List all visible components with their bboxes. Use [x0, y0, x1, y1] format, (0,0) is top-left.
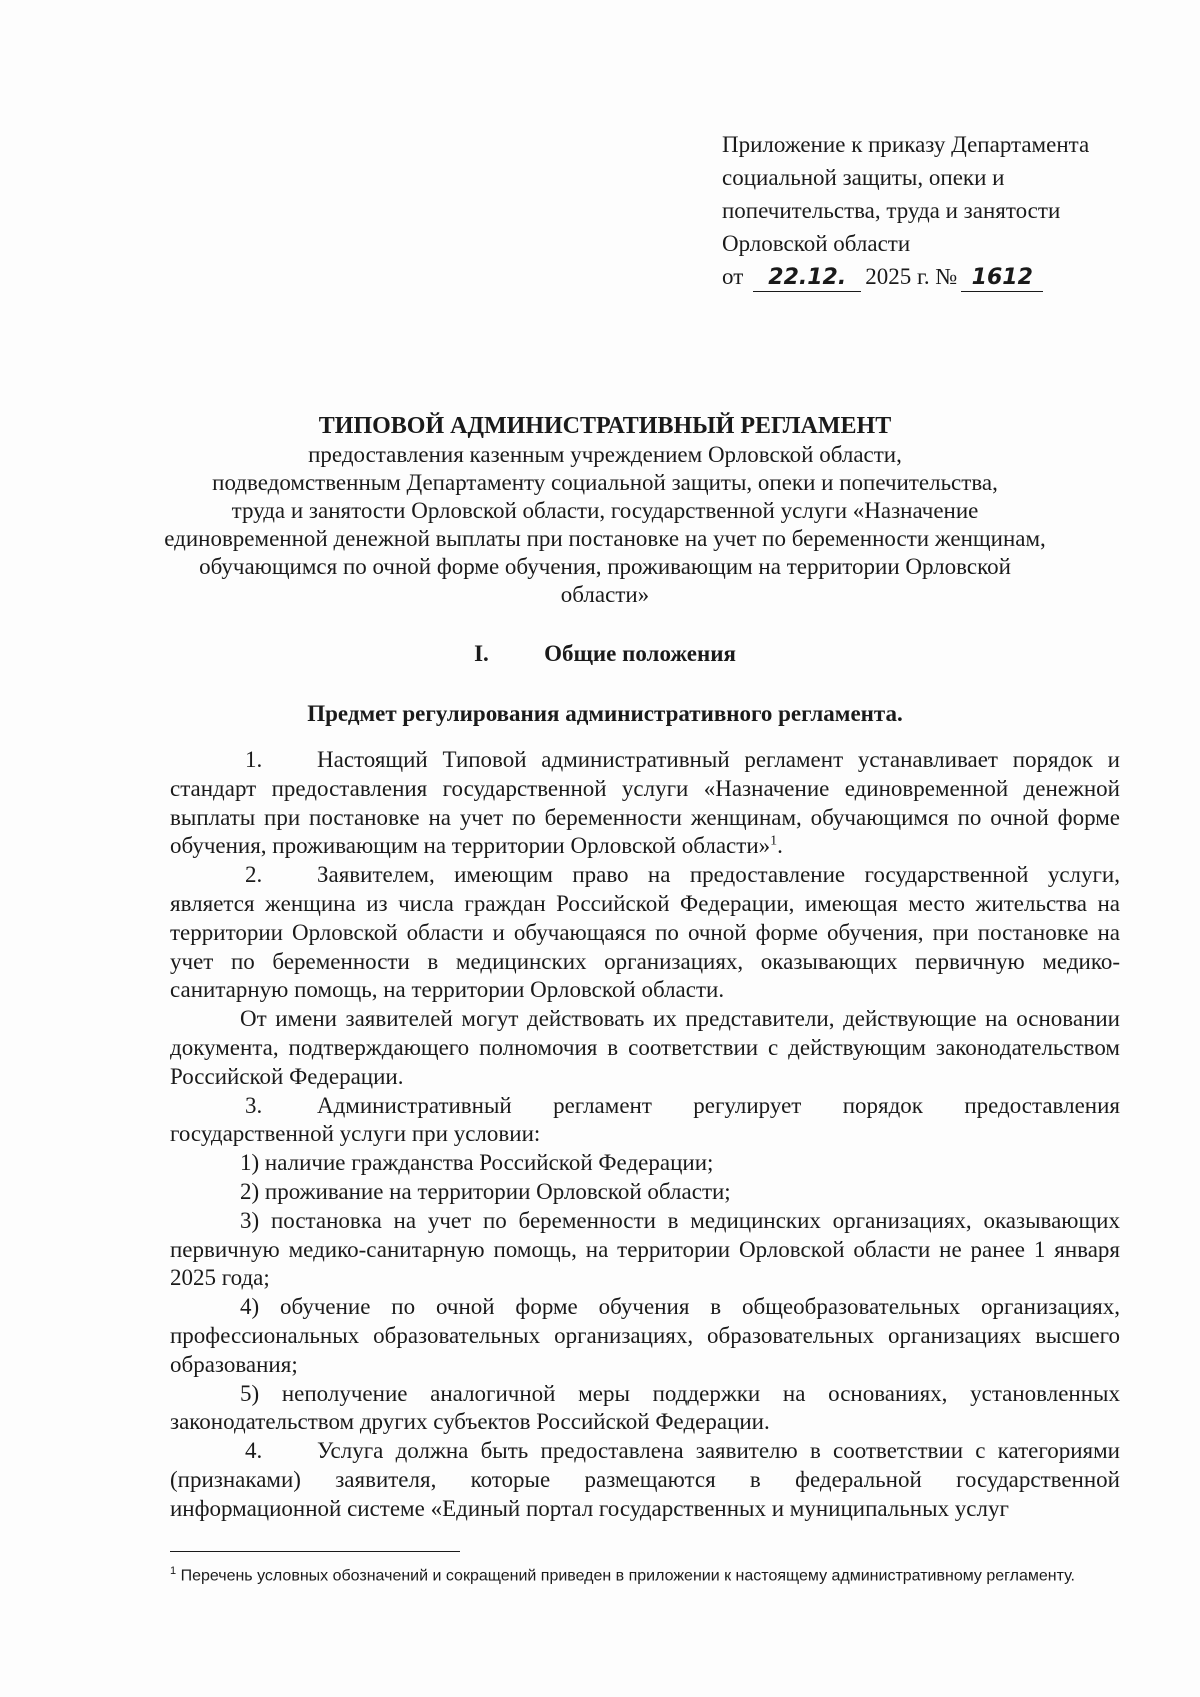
document-title — [150, 412, 1060, 609]
section-title: Общие положения — [544, 641, 736, 666]
list-item: 3) постановка на учет по беременности в медицинских организациях, оказывающих первичную медико-санитарную помощь, на территории Орловской области не ранее 1 января 2025 года; — [170, 1207, 1120, 1291]
paragraph-3 — [170, 1092, 1120, 1150]
year-text: 2025 г. № — [865, 264, 958, 289]
section-heading — [150, 641, 1060, 667]
from-label: от — [722, 264, 744, 289]
paragraph-text: Административный регламент регулирует порядок предоставления государственной услуги при условии: — [170, 1092, 1120, 1147]
title-line: единовременной денежной выплаты при постановке на учет по беременности женщинам, — [164, 526, 1046, 551]
body-text — [170, 746, 1120, 1524]
approval-line-2: социальной защиты, опеки и — [722, 165, 1005, 190]
paragraph-4 — [170, 1437, 1120, 1523]
list-item: 2) проживание на территории Орловской области; — [240, 1178, 731, 1204]
paragraph-text: Настоящий Типовой административный регламент устанавливает порядок и стандарт предоставления государственной услуги «Назначение единовременной денежной выплаты при постановке на учет по беременности женщинам, обучающимся по очной форме обучения, проживающим на территории Орловской области» — [170, 747, 1120, 859]
list-item: 1) наличие гражданства Российской Федерации; — [240, 1150, 714, 1176]
paragraph-number: 1. — [245, 747, 263, 772]
title-line: подведомственным Департаменту социальной защиты, опеки и попечительства, — [212, 470, 998, 495]
approval-date-line — [722, 260, 1162, 293]
approval-block — [722, 128, 1162, 293]
approval-line-1: Приложение к приказу Департамента — [722, 132, 1090, 157]
paragraph-number: 3. — [245, 1092, 263, 1118]
paragraph-text: Услуга должна быть предоставлена заявителю в соответствии с категориями (признаками) заявителя, которые размещаются в федеральной государственной информационной системе «Единый портал государственных и муниципальных услуг — [170, 1438, 1120, 1521]
footnote-mark: 1 — [170, 1565, 177, 1577]
section-number: I. — [474, 641, 489, 666]
title-line: обучающимся по очной форме обучения, проживающим на территории Орловской — [199, 554, 1011, 579]
approval-line-3: попечительства, труда и занятости — [722, 198, 1061, 223]
paragraph-number: 4. — [245, 1438, 263, 1464]
subheading: Предмет регулирования административного регламента. — [307, 701, 903, 726]
list-item: 5) неполучение аналогичной меры поддержки на основаниях, установленных законодательством других субъектов Российской Федерации. — [170, 1380, 1120, 1435]
approval-line-4: Орловской области — [722, 231, 911, 256]
list-item: 4) обучение по очной форме обучения в общеобразовательных организациях, профессиональных образовательных организациях, образовательных организациях высшего образования; — [170, 1294, 1120, 1377]
paragraph-1 — [170, 746, 1120, 861]
paragraph-2b: От имени заявителей могут действовать их представители, действующие на основании документа, подтверждающего полномочия в соответствии с действующим законодательством Российской Федерации. — [170, 1006, 1120, 1089]
paragraph-number: 2. — [245, 862, 263, 888]
title-line: труда и занятости Орловской области, государственной услуги «Назначение — [231, 498, 979, 523]
title-line: предоставления казенным учреждением Орловской области, — [308, 442, 902, 467]
footnote-text: Перечень условных обозначений и сокращений приведен в приложении к настоящему административному регламенту. — [176, 1567, 1075, 1585]
footnote-divider — [170, 1551, 460, 1552]
handwritten-order-number: 1612 — [961, 265, 1043, 292]
title-main: ТИПОВОЙ АДМИНИСТРАТИВНЫЙ РЕГЛАМЕНТ — [318, 413, 892, 439]
paragraph-2 — [170, 861, 1120, 1005]
footnote — [170, 1560, 1120, 1587]
paragraph-text: Заявителем, имеющим право на предоставление государственной услуги, является женщина из числа граждан Российской Федерации, имеющая место жительства на территории Орловской области и обучающаяся по очной форме обучения, при постановке на учет по беременности в медицинских организациях, оказывающих первичную медико-санитарную помощь, на территории Орловской области. — [170, 862, 1120, 1003]
paragraph-end: . — [777, 833, 783, 859]
footnote-reference: 1 — [770, 833, 778, 849]
handwritten-date: 22.12. — [753, 265, 861, 292]
title-line: области» — [560, 582, 650, 607]
